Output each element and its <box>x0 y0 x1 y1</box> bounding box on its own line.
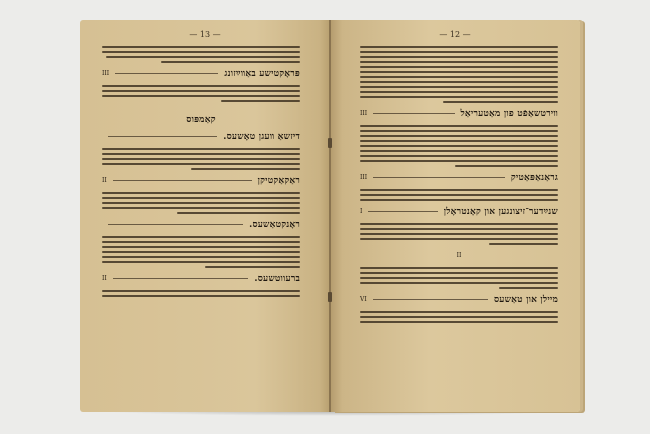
heading-text: דיזשאַ װעגן טאָשעס. <box>223 132 300 142</box>
heading-rule <box>113 278 249 279</box>
heading-text: ראָנקטאַשעס. <box>249 220 300 230</box>
heading-rule <box>108 136 217 137</box>
heading-text: װירטשאַפֿט פון מאַטעריאַל <box>460 109 558 119</box>
section-heading <box>102 273 300 284</box>
section-heading <box>360 206 558 217</box>
heading-text: מיילן און טאַשעס <box>493 295 558 305</box>
heading-numeral: III <box>102 70 110 77</box>
heading-rule <box>368 211 437 212</box>
heading-numeral: II <box>102 177 107 184</box>
text-paragraph <box>360 223 558 245</box>
heading-rule <box>373 177 505 178</box>
section-heading <box>102 219 300 230</box>
text-paragraph <box>102 290 300 297</box>
text-paragraph <box>102 148 300 170</box>
heading-numeral: VI <box>360 296 367 303</box>
left-page-number: — 13 — <box>189 30 221 39</box>
heading-text: ראַקאַקטיקן <box>257 176 300 186</box>
heading-text: פּראָקטישע באַװײַזונג <box>224 69 300 79</box>
heading-rule <box>115 73 218 74</box>
text-paragraph <box>360 267 558 289</box>
staple <box>328 138 332 148</box>
heading-rule <box>108 224 243 225</box>
heading-numeral: II <box>456 252 462 259</box>
section-heading <box>102 175 300 186</box>
heading-numeral: II <box>102 275 107 282</box>
heading-text: ברעווטשעס. <box>254 274 300 284</box>
heading-numeral: I <box>360 208 363 215</box>
section-subheading: קאַמפּוס <box>186 115 216 125</box>
heading-rule <box>373 299 488 300</box>
text-paragraph <box>360 125 558 167</box>
right-page <box>330 20 580 412</box>
heading-rule <box>113 180 252 181</box>
section-heading <box>360 250 558 261</box>
section-heading <box>360 294 558 305</box>
text-paragraph <box>102 192 300 214</box>
heading-numeral: III <box>360 174 368 181</box>
text-paragraph <box>360 46 558 103</box>
heading-text: גראַנאַפּאַטיק <box>510 173 558 183</box>
booklet-spine <box>329 20 331 412</box>
heading-numeral: III <box>360 110 368 117</box>
left-page-content <box>102 46 300 398</box>
text-paragraph <box>102 85 300 102</box>
heading-rule <box>373 113 454 114</box>
left-page <box>80 20 330 412</box>
text-paragraph <box>102 236 300 268</box>
section-heading <box>360 172 558 183</box>
staple <box>328 292 332 302</box>
text-paragraph <box>360 311 558 323</box>
open-booklet <box>80 20 580 412</box>
text-paragraph <box>102 46 300 63</box>
right-page-content <box>360 46 558 398</box>
heading-text: שנײַדער־זיצונגען און קאָנטראָלן <box>443 207 558 217</box>
right-page-number: — 12 — <box>439 30 471 39</box>
section-heading <box>102 68 300 79</box>
text-paragraph <box>360 189 558 201</box>
section-heading <box>360 108 558 119</box>
section-heading <box>102 131 300 142</box>
